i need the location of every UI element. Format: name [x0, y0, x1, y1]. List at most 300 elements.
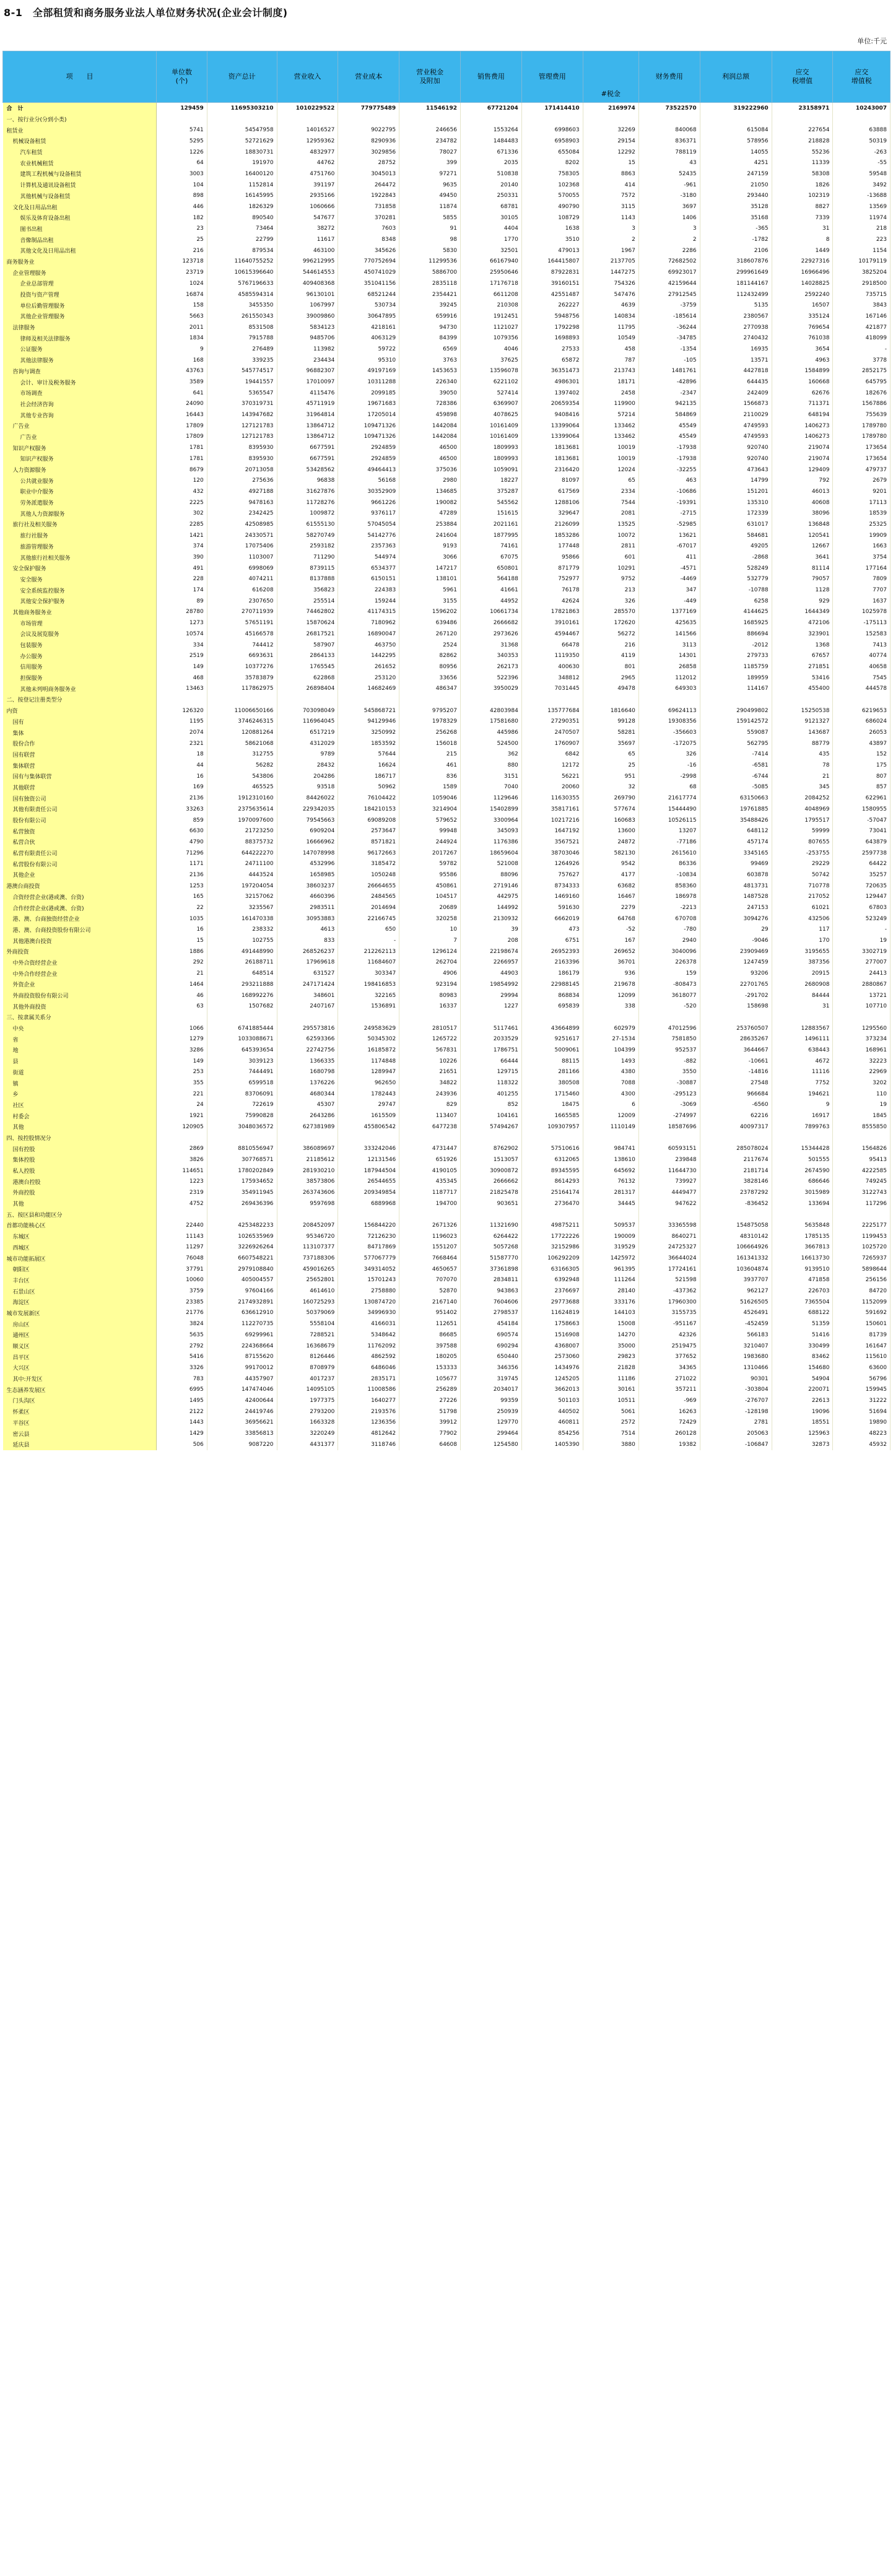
cell-value: 7288521: [277, 1329, 338, 1341]
cell-value: 391197: [277, 180, 338, 191]
cell-value: 25: [583, 760, 638, 771]
cell-value: 19382: [638, 1439, 700, 1450]
cell-value: 3618077: [638, 990, 700, 1001]
table-row: [3, 1395, 891, 1406]
cell-value: 3250992: [338, 727, 399, 738]
row-label: 其他旅行社相关服务: [3, 552, 157, 563]
row-label: 海淀区: [3, 1297, 157, 1308]
cell-value: 29994: [460, 990, 521, 1001]
cell-value: 19: [833, 935, 891, 946]
cell-value: [583, 694, 638, 705]
row-label: 会计、审计及税务服务: [3, 376, 157, 388]
cell-value: 622868: [277, 672, 338, 684]
cell-value: 16: [157, 925, 207, 936]
cell-value: 167146: [833, 311, 891, 322]
table-row: [3, 1176, 891, 1187]
cell-value: 181144167: [700, 278, 772, 289]
cell-value: 1615509: [338, 1110, 399, 1121]
cell-value: 26858: [638, 661, 700, 672]
cell-value: 1658985: [277, 869, 338, 881]
cell-value: 1421: [157, 530, 207, 541]
cell-value: 6693631: [207, 650, 277, 661]
cell-value: 3202: [833, 1077, 891, 1089]
cell-value: [277, 114, 338, 125]
table-row: [3, 278, 891, 289]
cell-value: 141566: [638, 629, 700, 640]
row-label: 职业中介服务: [3, 486, 157, 497]
cell-value: 3937707: [700, 1275, 772, 1286]
cell-value: 102755: [207, 935, 277, 946]
cell-value: 135310: [700, 497, 772, 508]
table-row: [3, 1209, 891, 1220]
cell-value: 77902: [399, 1428, 461, 1439]
cell-value: 4672: [772, 1056, 833, 1067]
cell-value: 129447: [833, 892, 891, 903]
cell-value: 261652: [338, 661, 399, 672]
cell-value: 28780: [157, 607, 207, 618]
cell-value: 1567886: [833, 399, 891, 410]
cell-value: 84399: [399, 333, 461, 344]
cell-value: [207, 1209, 277, 1220]
table-row: [3, 1077, 891, 1089]
cell-value: 320258: [399, 913, 461, 925]
cell-value: 644435: [700, 376, 772, 388]
cell-value: 170: [772, 935, 833, 946]
cell-value: 1496111: [772, 1033, 833, 1045]
cell-value: 43664899: [521, 1023, 583, 1034]
cell-value: 40097317: [700, 1121, 772, 1133]
row-label: 私营股份有限公司: [3, 858, 157, 869]
cell-value: 7444491: [207, 1067, 277, 1078]
cell-value: -836452: [700, 1198, 772, 1209]
cell-value: 7365504: [772, 1297, 833, 1308]
cell-value: -253755: [772, 848, 833, 859]
row-label: 外商控股: [3, 1187, 157, 1198]
table-row: [3, 1056, 891, 1067]
cell-value: 1227: [460, 1001, 521, 1012]
cell-value: 73041: [833, 825, 891, 837]
cell-value: 943863: [460, 1286, 521, 1297]
cell-value: 2924859: [338, 442, 399, 453]
cell-value: 62593366: [277, 1033, 338, 1045]
cell-value: 24419746: [207, 1406, 277, 1417]
cell-value: 370319731: [207, 399, 277, 410]
cell-value: 113107377: [277, 1242, 338, 1253]
cell-value: 184210153: [338, 804, 399, 815]
row-label: 其他联营: [3, 782, 157, 793]
row-label: 社会经济咨询: [3, 399, 157, 410]
cell-value: 16966496: [772, 267, 833, 278]
cell-value: 17113: [833, 497, 891, 508]
cell-value: 42326: [638, 1329, 700, 1341]
cell-value: 10: [399, 925, 461, 936]
cell-value: [833, 694, 891, 705]
cell-value: -2998: [638, 771, 700, 782]
cell-value: 3828146: [700, 1176, 772, 1187]
cell-value: 3302719: [833, 946, 891, 957]
cell-value: 3045013: [338, 168, 399, 180]
cell-value: 5961: [399, 585, 461, 596]
cell-value: 578956: [700, 136, 772, 147]
cell-value: 13721: [833, 990, 891, 1001]
table-row: [3, 804, 891, 815]
cell-value: 2225177: [833, 1220, 891, 1231]
row-label: 国有独资公司: [3, 793, 157, 804]
cell-value: 47012596: [638, 1023, 700, 1034]
cell-value: 4404: [460, 224, 521, 235]
cell-value: 2864133: [277, 650, 338, 661]
cell-value: 84444: [772, 990, 833, 1001]
row-label: 企业总部管理: [3, 278, 157, 289]
cell-value: 285570: [583, 607, 638, 618]
cell-value: 117296: [833, 1198, 891, 1209]
cell-value: 99948: [399, 825, 461, 837]
cell-value: 2519475: [638, 1341, 700, 1352]
cell-value: [338, 1209, 399, 1220]
row-label: 其他: [3, 1121, 157, 1133]
cell-value: 532779: [700, 574, 772, 585]
cell-value: 21: [772, 771, 833, 782]
cell-value: 76178: [521, 585, 583, 596]
cell-value: 42551487: [521, 289, 583, 300]
cell-value: 929: [772, 596, 833, 607]
cell-value: 269652: [583, 946, 638, 957]
cell-value: 277007: [833, 957, 891, 968]
cell-value: 442975: [460, 892, 521, 903]
cell-value: 175934652: [207, 1176, 277, 1187]
cell-value: 114651: [157, 1165, 207, 1177]
cell-value: 19854992: [460, 979, 521, 990]
cell-value: 2126099: [521, 519, 583, 530]
cell-value: 319745: [460, 1373, 521, 1385]
cell-value: 14028825: [772, 278, 833, 289]
cell-value: 4222585: [833, 1165, 891, 1177]
cell-value: 1368: [772, 640, 833, 651]
cell-value: 362: [460, 749, 521, 760]
cell-value: 5635: [157, 1329, 207, 1341]
cell-value: 16935: [700, 344, 772, 355]
cell-value: -1354: [638, 344, 700, 355]
cell-value: 209349854: [338, 1187, 399, 1198]
cell-value: 1187717: [399, 1187, 461, 1198]
cell-value: 2130932: [460, 913, 521, 925]
cell-value: 49464413: [338, 464, 399, 476]
cell-value: 1781: [157, 442, 207, 453]
cell-value: 4650657: [399, 1264, 461, 1275]
cell-value: 4614610: [277, 1286, 338, 1297]
cell-value: [207, 1133, 277, 1144]
cell-value: 4115476: [277, 388, 338, 399]
cell-value: 81739: [833, 1329, 891, 1341]
cell-value: 1912310160: [207, 793, 277, 804]
cell-value: 34445: [583, 1198, 638, 1209]
cell-value: 35168: [700, 212, 772, 224]
cell-value: 355: [157, 1077, 207, 1089]
table-row: [3, 136, 891, 147]
table-row: [3, 1067, 891, 1078]
table-row: [3, 486, 891, 497]
cell-value: 8348: [338, 234, 399, 245]
cell-value: 113407: [399, 1110, 461, 1121]
cell-value: [399, 1209, 461, 1220]
cell-value: -276707: [700, 1395, 772, 1406]
cell-value: 43763: [157, 366, 207, 377]
cell-value: -10686: [638, 486, 700, 497]
cell-value: -303804: [700, 1384, 772, 1395]
cell-value: 6842: [521, 749, 583, 760]
cell-value: 2193576: [338, 1406, 399, 1417]
cell-value: -3759: [638, 300, 700, 311]
cell-value: -4469: [638, 574, 700, 585]
cell-value: 2122: [157, 1406, 207, 1417]
cell-value: 32501: [460, 245, 521, 256]
cell-value: 3326: [157, 1362, 207, 1373]
cell-value: 66167940: [460, 256, 521, 268]
cell-value: 1035: [157, 913, 207, 925]
cell-value: 217052: [772, 892, 833, 903]
table-row: [3, 464, 891, 476]
row-label: 国有控股: [3, 1143, 157, 1154]
cell-value: [207, 1012, 277, 1023]
cell-value: 1366335: [277, 1056, 338, 1067]
cell-value: 144992: [460, 902, 521, 913]
cell-value: 11728276: [277, 497, 338, 508]
cell-value: 1647192: [521, 825, 583, 837]
cell-value: 591630: [521, 902, 583, 913]
cell-value: 16368679: [277, 1341, 338, 1352]
cell-value: 579652: [399, 815, 461, 826]
cell-value: 3286: [157, 1045, 207, 1056]
cell-value: 17722226: [521, 1231, 583, 1242]
cell-value: 8126446: [277, 1351, 338, 1362]
cell-value: -951167: [638, 1318, 700, 1329]
cell-value: 253760507: [700, 1023, 772, 1034]
cell-value: 465525: [207, 782, 277, 793]
cell-value: -128198: [700, 1406, 772, 1417]
cell-value: 18539: [833, 508, 891, 519]
cell-value: 65872: [521, 355, 583, 366]
cell-value: 208: [460, 935, 521, 946]
cell-value: 2174932891: [207, 1297, 277, 1308]
row-label: 其他法律服务: [3, 355, 157, 366]
cell-value: 14095105: [277, 1384, 338, 1395]
table-row: [3, 1154, 891, 1165]
cell-value: 418099: [833, 333, 891, 344]
table-row: [3, 892, 891, 903]
cell-value: 249583629: [338, 1023, 399, 1034]
row-label: 内资: [3, 705, 157, 716]
cell-value: 88096: [460, 869, 521, 881]
cell-value: 253884: [399, 519, 461, 530]
cell-value: 347: [638, 585, 700, 596]
cell-value: 1637: [833, 596, 891, 607]
cell-value: 2973626: [460, 629, 521, 640]
cell-value: 1025978: [833, 607, 891, 618]
cell-value: 161341332: [700, 1253, 772, 1264]
cell-value: 112270735: [207, 1318, 277, 1329]
cell-value: 744412: [207, 640, 277, 651]
cell-value: 670708: [638, 913, 700, 925]
cell-value: 1425972: [583, 1253, 638, 1264]
cell-value: 75990828: [207, 1110, 277, 1121]
cell-value: 2: [583, 234, 638, 245]
table-row: [3, 1089, 891, 1100]
cell-value: 1310466: [700, 1362, 772, 1373]
cell-value: 334: [157, 640, 207, 651]
row-label: 首都功能核心区: [3, 1220, 157, 1231]
cell-value: 7603: [338, 224, 399, 235]
cell-value: 49478: [583, 683, 638, 694]
cell-value: 459898: [399, 409, 461, 420]
row-label: 劳务派遣服务: [3, 497, 157, 508]
row-label: 公共就业服务: [3, 475, 157, 486]
row-label: 信用服务: [3, 661, 157, 672]
cell-value: 1264926: [521, 858, 583, 869]
cell-value: 6258: [700, 596, 772, 607]
cell-value: 14055: [700, 147, 772, 158]
cell-value: 4680344: [277, 1089, 338, 1100]
cell-value: 1584899: [772, 366, 833, 377]
cell-value: 9408416: [521, 409, 583, 420]
cell-value: 879534: [207, 245, 277, 256]
cell-value: [338, 694, 399, 705]
cell-value: 10511: [583, 1395, 638, 1406]
cell-value: 20915: [772, 968, 833, 979]
cell-value: 1877995: [460, 530, 521, 541]
row-label: 城市发展新区: [3, 1308, 157, 1319]
cell-value: 3746246315: [207, 716, 277, 728]
column-header: 营业成本: [338, 51, 399, 103]
cell-value: 3151: [460, 771, 521, 782]
row-label: 其他文化及日用品出租: [3, 245, 157, 256]
cell-value: 35488426: [700, 815, 772, 826]
cell-value: 1921: [157, 1110, 207, 1121]
cell-value: 5767196633: [207, 278, 277, 289]
row-label: 朝阳区: [3, 1264, 157, 1275]
cell-value: 8555850: [833, 1121, 891, 1133]
cell-value: 7572: [583, 191, 638, 202]
cell-value: 78027: [399, 147, 461, 158]
table-row: [3, 1231, 891, 1242]
cell-value: 39: [460, 925, 521, 936]
cell-value: 153333: [399, 1362, 461, 1373]
cell-value: 651926: [399, 1154, 461, 1165]
cell-value: [207, 114, 277, 125]
table-row: [3, 399, 891, 410]
cell-value: 2169974: [583, 103, 638, 114]
cell-value: 4639: [583, 300, 638, 311]
row-label: 其他安全保护服务: [3, 596, 157, 607]
cell-value: 966684: [700, 1089, 772, 1100]
cell-value: 686646: [772, 1176, 833, 1187]
cell-value: 120: [157, 475, 207, 486]
cell-value: 55236: [772, 147, 833, 158]
cell-value: 445986: [460, 727, 521, 738]
column-header: 利润总额: [700, 51, 772, 103]
cell-value: 2376697: [521, 1286, 583, 1297]
cell-value: 5061: [583, 1406, 638, 1417]
cell-value: 6264422: [460, 1231, 521, 1242]
cell-value: 650440: [460, 1351, 521, 1362]
cell-value: 9376117: [338, 508, 399, 519]
table-row: [3, 212, 891, 224]
cell-value: 261550343: [207, 311, 277, 322]
cell-value: 3: [638, 224, 700, 235]
cell-value: 18587696: [638, 1121, 700, 1133]
cell-value: 1978329: [399, 716, 461, 728]
cell-value: 112651: [399, 1318, 461, 1329]
row-label: 县: [3, 1056, 157, 1067]
cell-value: 3039123: [207, 1056, 277, 1067]
cell-value: 1566873: [700, 399, 772, 410]
cell-value: 9597698: [277, 1198, 338, 1209]
cell-value: 60593151: [638, 1143, 700, 1154]
cell-value: 15: [157, 935, 207, 946]
cell-value: 4752: [157, 1198, 207, 1209]
cell-value: 1813681: [521, 453, 583, 464]
cell-value: 521008: [460, 858, 521, 869]
cell-value: -67017: [638, 541, 700, 552]
cell-value: 7581850: [638, 1033, 700, 1045]
cell-value: 160725293: [277, 1297, 338, 1308]
cell-value: 11624819: [521, 1308, 583, 1319]
cell-value: 23: [157, 224, 207, 235]
cell-value: -6581: [700, 760, 772, 771]
cell-value: 7899763: [772, 1121, 833, 1133]
cell-value: 36956621: [207, 1417, 277, 1429]
cell-value: 644222270: [207, 848, 277, 859]
cell-value: 264472: [338, 180, 399, 191]
cell-value: 868834: [521, 990, 583, 1001]
cell-value: -105: [638, 355, 700, 366]
cell-value: 32157062: [207, 892, 277, 903]
cell-value: 10217216: [521, 815, 583, 826]
cell-value: 93206: [700, 968, 772, 979]
cell-value: 2852175: [833, 366, 891, 377]
cell-value: 3754: [833, 552, 891, 563]
cell-value: 1050248: [338, 869, 399, 881]
cell-value: 73464: [207, 224, 277, 235]
cell-value: 36351473: [521, 366, 583, 377]
cell-value: 299961649: [700, 267, 772, 278]
cell-value: 33656: [399, 672, 461, 684]
cell-value: [833, 114, 891, 125]
cell-value: 27548: [700, 1077, 772, 1089]
cell-value: 370281: [338, 212, 399, 224]
cell-value: 1377169: [638, 607, 700, 618]
cell-value: 2573060: [521, 1351, 583, 1362]
cell-value: [157, 694, 207, 705]
cell-value: 86685: [399, 1329, 461, 1341]
cell-value: 74462802: [277, 607, 338, 618]
cell-value: 51626505: [700, 1297, 772, 1308]
cell-value: 54547958: [207, 124, 277, 136]
table-row: [3, 366, 891, 377]
column-header: 资产总计: [207, 51, 277, 103]
cell-value: 7: [399, 935, 461, 946]
cell-value: 129459: [157, 103, 207, 114]
cell-value: 57214: [583, 409, 638, 420]
cell-value: 182676: [833, 388, 891, 399]
cell-value: [277, 1209, 338, 1220]
cell-value: 543806: [207, 771, 277, 782]
cell-value: 22742756: [277, 1045, 338, 1056]
cell-value: 312755: [207, 749, 277, 760]
cell-value: 59548: [833, 168, 891, 180]
cell-value: 454184: [460, 1318, 521, 1329]
cell-value: [772, 694, 833, 705]
cell-value: 2099185: [338, 388, 399, 399]
